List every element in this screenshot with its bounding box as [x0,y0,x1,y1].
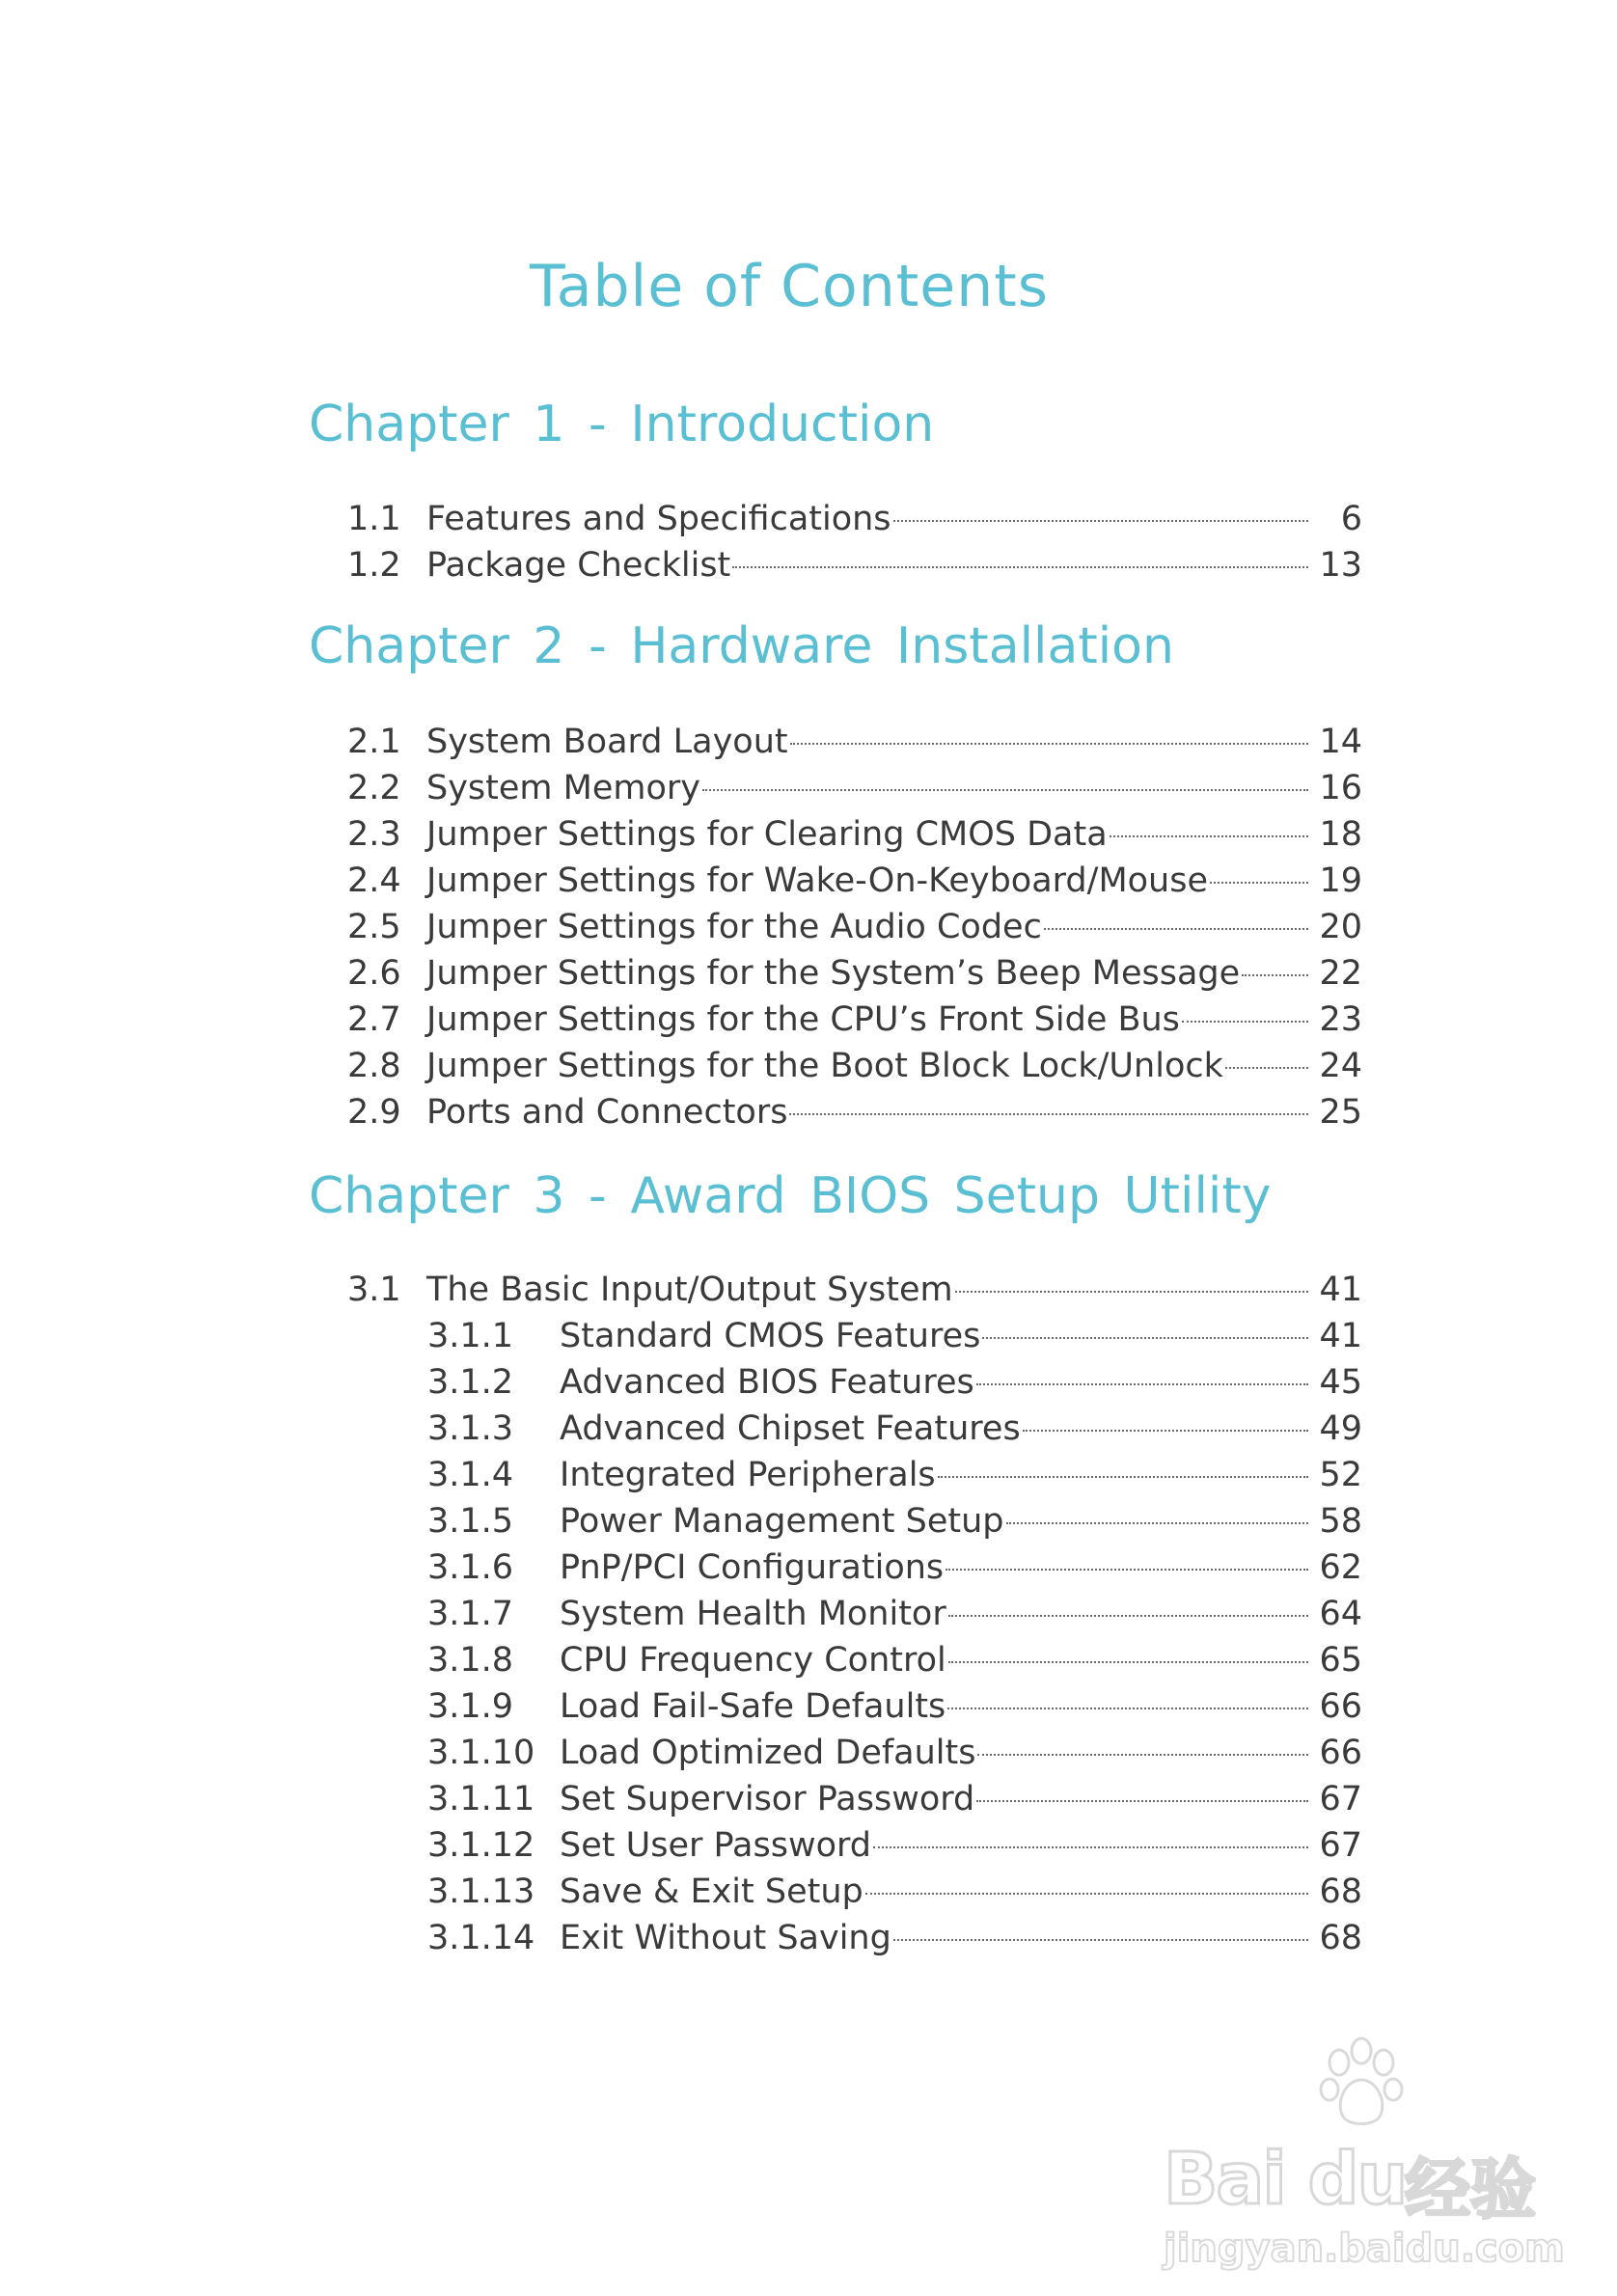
toc-entry[interactable] [347,719,1362,765]
dot-leader [1182,1020,1308,1023]
watermark-brand: Bai du [1164,2138,1407,2221]
toc-entry[interactable] [347,997,1362,1043]
toc-entry[interactable] [347,1043,1362,1089]
entry-label: Advanced Chipset Features [560,1409,1021,1448]
dot-leader [1006,1521,1308,1524]
dot-leader [948,1614,1308,1617]
dot-leader [789,1112,1308,1115]
toc-subentry[interactable] [427,1637,1362,1683]
paw-icon [1318,2034,1405,2130]
dot-leader [702,788,1308,791]
entry-page: 18 [1319,815,1362,854]
toc-entry[interactable] [347,950,1362,997]
entry-label: Jumper Settings for Wake-On-Keyboard/Mouse [426,861,1209,900]
entry-page: 6 [1340,500,1362,538]
toc-subentry[interactable] [427,1683,1362,1730]
entry-number: 3.1.9 [427,1687,514,1726]
dot-leader [947,1707,1308,1709]
toc-subentry[interactable] [427,1452,1362,1498]
toc-subentry[interactable] [427,1915,1362,1961]
entry-label: System Health Monitor [560,1595,946,1633]
entry-label: Features and Specifications [426,500,891,538]
entry-number: 2.7 [347,1000,401,1039]
toc-entry[interactable] [347,542,1362,588]
dot-leader [873,1845,1308,1848]
toc-subentry[interactable] [427,1776,1362,1822]
entry-number: 2.9 [347,1093,401,1132]
entry-number: 2.1 [347,723,401,761]
entry-label: Ports and Connectors [426,1093,788,1132]
entry-number: 3.1.6 [427,1548,514,1587]
dot-leader [1044,927,1308,930]
toc-entry[interactable] [347,1089,1362,1135]
entry-number: 3.1.12 [427,1826,535,1865]
toc-entry[interactable] [347,1267,1362,1313]
entry-page: 13 [1319,546,1362,585]
entry-number: 3.1 [347,1271,401,1309]
dot-leader [948,1660,1308,1663]
dot-leader [982,1336,1308,1339]
entry-page: 25 [1319,1093,1362,1132]
toc-subentry[interactable] [427,1869,1362,1915]
entry-number: 3.1.13 [427,1872,535,1911]
entry-page: 20 [1319,908,1362,946]
entry-number: 3.1.1 [427,1317,514,1355]
dot-leader [865,1892,1308,1895]
entry-label: Set Supervisor Password [560,1780,975,1818]
toc-subentry[interactable] [427,1544,1362,1591]
entry-label: The Basic Input/Output System [426,1271,953,1309]
toc-subentry[interactable] [427,1313,1362,1359]
toc-subentry[interactable] [427,1359,1362,1406]
toc-subentry[interactable] [427,1730,1362,1776]
toc-subentry[interactable] [427,1406,1362,1452]
chapter-heading: Chapter 3 - Award BIOS Setup Utility [309,1167,1272,1225]
entry-number: 1.1 [347,500,401,538]
entry-page: 62 [1319,1548,1362,1587]
entry-page: 45 [1319,1363,1362,1402]
dot-leader [1242,973,1308,976]
entry-page: 49 [1319,1409,1362,1448]
entry-label: System Memory [426,769,700,807]
entry-label: Set User Password [560,1826,871,1865]
entry-label: Save & Exit Setup [560,1872,863,1911]
toc-entry[interactable] [347,858,1362,904]
entry-page: 58 [1319,1502,1362,1541]
entry-page: 14 [1319,723,1362,761]
entry-page: 23 [1319,1000,1362,1039]
entry-label: Jumper Settings for the CPU’s Front Side Bus [426,1000,1180,1039]
entry-page: 52 [1319,1456,1362,1494]
toc-entry[interactable] [347,811,1362,858]
entry-page: 41 [1319,1271,1362,1309]
toc-entry[interactable] [347,765,1362,811]
entry-number: 2.8 [347,1047,401,1085]
dot-leader [976,1799,1308,1802]
toc-entry[interactable] [347,496,1362,542]
entry-number: 3.1.10 [427,1734,535,1772]
entry-label: Jumper Settings for the Boot Block Lock/Unlock [426,1047,1223,1085]
entry-label: System Board Layout [426,723,788,761]
entry-page: 68 [1319,1872,1362,1911]
entry-number: 3.1.3 [427,1409,514,1448]
dot-leader [1225,1066,1308,1069]
entry-label: PnP/PCI Configurations [560,1548,945,1587]
entry-number: 3.1.2 [427,1363,514,1402]
entry-label: Exit Without Saving [560,1919,891,1957]
dot-leader [938,1475,1308,1478]
entry-label: Advanced BIOS Features [560,1363,974,1402]
dot-leader [976,1382,1308,1385]
toc-subentry[interactable] [427,1822,1362,1869]
entry-number: 2.2 [347,769,401,807]
dot-leader [977,1753,1308,1756]
entry-number: 2.3 [347,815,401,854]
entry-label: Load Fail-Safe Defaults [560,1687,946,1726]
entry-number: 3.1.14 [427,1919,535,1957]
dot-leader [955,1290,1308,1293]
entry-label: Standard CMOS Features [560,1317,981,1355]
dot-leader [893,519,1308,522]
entry-page: 67 [1319,1826,1362,1865]
page-title: Table of Contents [529,253,1049,320]
dot-leader [946,1568,1308,1571]
entry-page: 66 [1319,1734,1362,1772]
entry-number: 3.1.8 [427,1641,514,1680]
entry-page: 22 [1319,954,1362,993]
entry-label: Package Checklist [426,546,731,585]
baidu-watermark [1164,2034,1569,2271]
entry-label: Jumper Settings for the Audio Codec [426,908,1042,946]
entry-number: 3.1.11 [427,1780,535,1818]
toc-subentry[interactable] [427,1591,1362,1637]
entry-number: 2.4 [347,861,401,900]
watermark-url: jingyan.baidu.com [1164,2227,1565,2271]
entry-label: Load Optimized Defaults [560,1734,976,1772]
entry-label: CPU Frequency Control [560,1641,946,1680]
dot-leader [1210,881,1308,884]
entry-number: 3.1.4 [427,1456,514,1494]
entry-number: 1.2 [347,546,401,585]
entry-number: 2.5 [347,908,401,946]
entry-label: Integrated Peripherals [560,1456,936,1494]
entry-page: 24 [1319,1047,1362,1085]
dot-leader [1023,1429,1308,1432]
entry-number: 3.1.5 [427,1502,514,1541]
dot-leader [1110,834,1308,837]
toc-subentry[interactable] [427,1498,1362,1544]
entry-page: 41 [1319,1317,1362,1355]
entry-page: 64 [1319,1595,1362,1633]
entry-page: 16 [1319,769,1362,807]
entry-number: 2.6 [347,954,401,993]
chapter-heading: Chapter 2 - Hardware Installation [309,617,1174,675]
entry-page: 67 [1319,1780,1362,1818]
entry-page: 65 [1319,1641,1362,1680]
dot-leader [732,565,1308,568]
entry-label: Jumper Settings for the System’s Beep Message [426,954,1241,993]
chapter-heading: Chapter 1 - Introduction [309,396,935,453]
entry-page: 66 [1319,1687,1362,1726]
entry-number: 3.1.7 [427,1595,514,1633]
toc-entry[interactable] [347,904,1362,950]
dot-leader [893,1938,1308,1941]
dot-leader [790,742,1308,745]
entry-page: 68 [1319,1919,1362,1957]
entry-label: Power Management Setup [560,1502,1004,1541]
watermark-cn: 经验 [1405,2152,1537,2228]
entry-label: Jumper Settings for Clearing CMOS Data [426,815,1108,854]
entry-page: 19 [1319,861,1362,900]
